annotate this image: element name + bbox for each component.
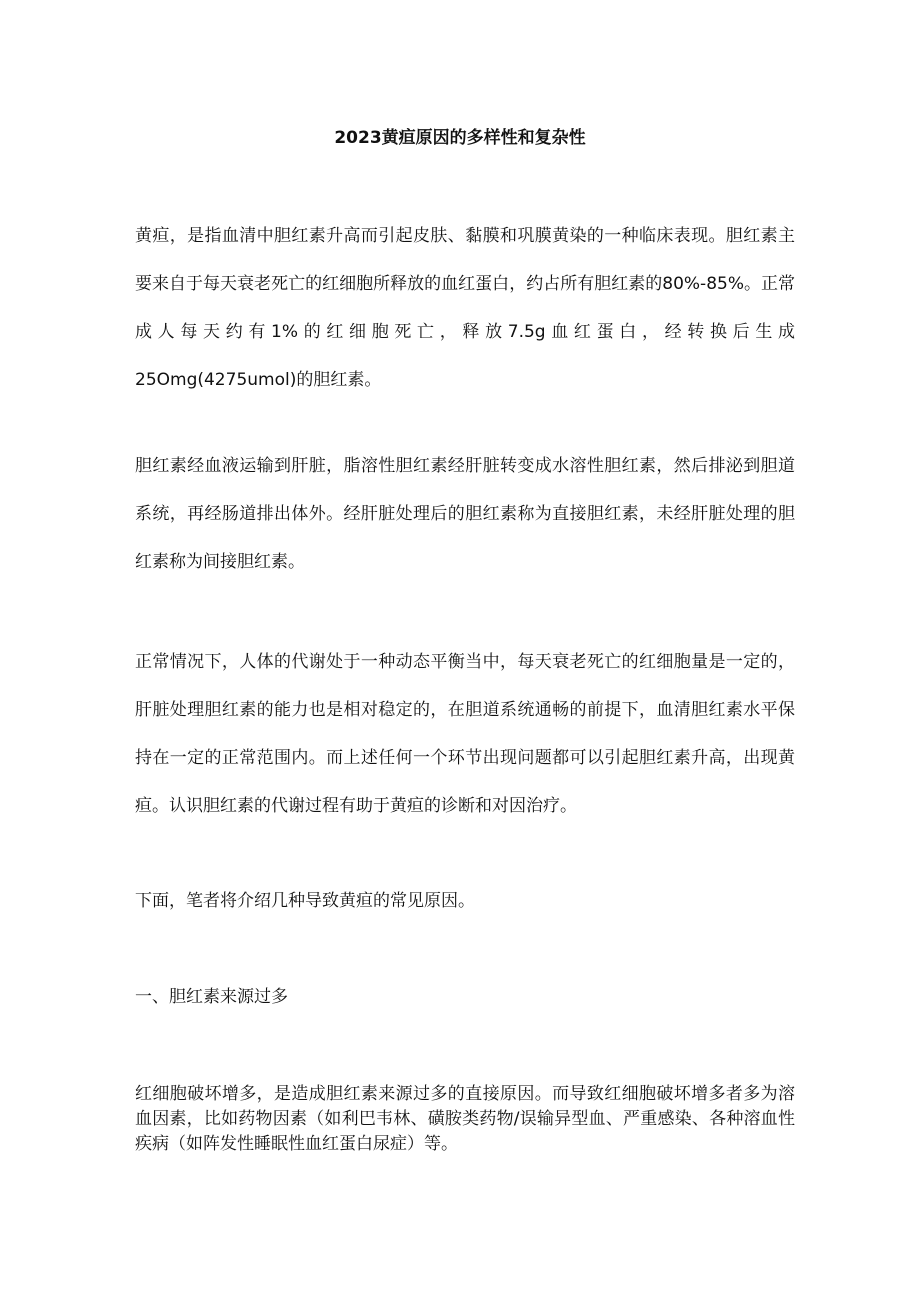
paragraph-causes-intro: 下面，笔者将介绍几种导致黄疸的常见原因。 bbox=[135, 891, 475, 911]
paragraph-bilirubin-transport: 胆红素经血液运输到肝脏，脂溶性胆红素经肝脏转变成水溶性胆红素，然后排泌到胆道系统，再经肠道排出体外。经肝脏处理后的胆红素称为直接胆红素，未经肝脏处理的胆红素称为间接胆红素。 bbox=[135, 456, 795, 572]
paragraph-hemolysis-causes: 红细胞破坏增多，是造成胆红素来源过多的直接原因。而导致红细胞破坏增多者多为溶血因素，比如药物因素（如利巴韦林、磺胺类药物/误输异型血、严重感染、各种溶血性疾病（如阵发性睡眠性血红蛋白尿症）等。 bbox=[135, 1084, 795, 1154]
paragraph-jaundice-definition: 黄疸，是指血清中胆红素升高而引起皮肤、黏膜和巩膜黄染的一种临床表现。胆红素主要来自于每天衰老死亡的红细胞所释放的血红蛋白，约占所有胆红素的80%-85%。正常成人每天约有1%的红细胞死亡，释放7.5g血红蛋白，经转换后生成25Omg(4275umol)的胆红素。 bbox=[135, 226, 795, 390]
document-title: 2023黄疸原因的多样性和复杂性 bbox=[334, 128, 586, 148]
section-heading-excess-bilirubin: 一、胆红素来源过多 bbox=[135, 987, 288, 1007]
paragraph-bilirubin-metabolism-balance: 正常情况下，人体的代谢处于一种动态平衡当中，每天衰老死亡的红细胞量是一定的，肝脏处理胆红素的能力也是相对稳定的，在胆道系统通畅的前提下，血清胆红素水平保持在一定的正常范围内。而上述任何一个环节出现问题都可以引起胆红素升高，出现黄疸。认识胆红素的代谢过程有助于黄疸的诊断和对因治疗。 bbox=[135, 652, 795, 816]
